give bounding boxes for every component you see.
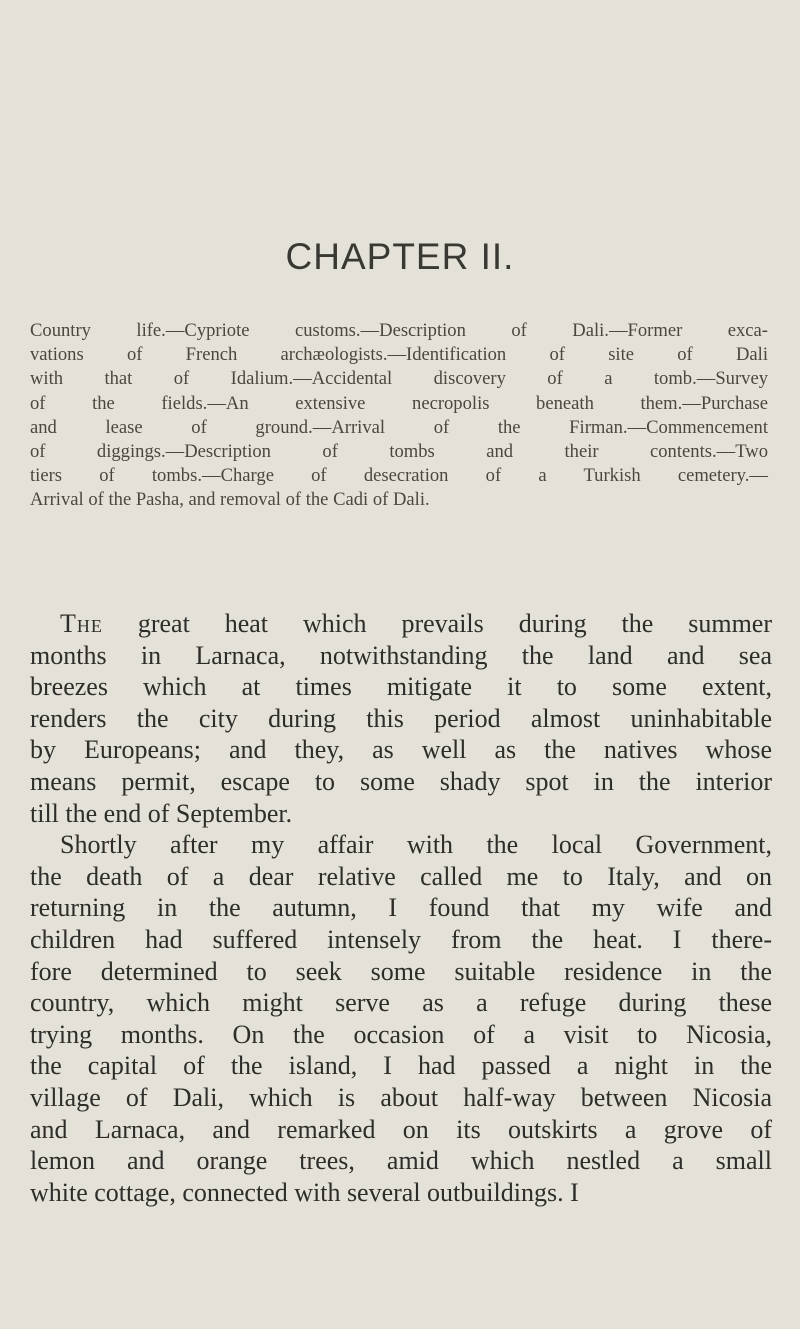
paragraph-line: breezes which at times mitigate it to some extent, [30, 672, 772, 702]
summary-line: and lease of ground.—Arrival of the Firman.—Commencement [30, 416, 768, 438]
paragraph-line: children had suffered intensely from the heat. I there- [30, 924, 772, 954]
paragraph-line: lemon and orange trees, amid which nestled a small [30, 1146, 772, 1176]
paragraph-line: Shortly after my affair with the local Government, [60, 830, 772, 860]
paragraph-line: by Europeans; and they, as well as the natives whose [30, 735, 772, 765]
paragraph-first-line [30, 608, 772, 640]
chapter-heading: CHAPTER II. [285, 236, 515, 277]
summary-line: Arrival of the Pasha, and removal of the Cadi of Dali. [30, 489, 430, 511]
paragraph-line: renders the city during this period almost uninhabitable [30, 703, 772, 733]
summary-line: of diggings.—Description of tombs and their contents.—Two [30, 441, 768, 463]
paragraph-line: village of Dali, which is about half-way between Nicosia [30, 1082, 772, 1112]
paragraph-line: returning in the autumn, I found that my wife and [30, 893, 772, 923]
opening-word: The [60, 609, 103, 638]
paragraph-line: means permit, escape to some shady spot in the interior [30, 766, 772, 796]
summary-line: with that of Idalium.—Accidental discovery of a tomb.—Survey [30, 368, 768, 390]
paragraph-line: the death of a dear relative called me to Italy, and on [30, 861, 772, 891]
summary-line: vations of French archæologists.—Identification of site of Dali [30, 344, 768, 366]
paragraph-line: the capital of the island, I had passed a night in the [30, 1051, 772, 1081]
paragraph-line: till the end of September. [30, 798, 293, 828]
summary-line: tiers of tombs.—Charge of desecration of a Turkish cemetery.— [30, 465, 768, 487]
body-text [30, 608, 772, 1208]
first-line-text: great heat which prevails during the summer [102, 609, 772, 638]
paragraph-line: months in Larnaca, notwithstanding the land and sea [30, 640, 772, 670]
summary-line: Country life.—Cypriote customs.—Description of Dali.—Former exca- [30, 320, 768, 341]
summary-line: of the fields.—An extensive necropolis beneath them.—Purchase [30, 392, 768, 414]
chapter-summary [30, 319, 768, 513]
paragraph-line: and Larnaca, and remarked on its outskirts a grove of [30, 1114, 772, 1144]
paragraph-line: country, which might serve as a refuge during these [30, 988, 772, 1018]
paragraph-line: fore determined to seek some suitable residence in the [30, 956, 772, 986]
paragraph-line: trying months. On the occasion of a visit to Nicosia, [30, 1019, 772, 1049]
paragraph-line: white cottage, connected with several outbuildings. I [30, 1177, 579, 1207]
